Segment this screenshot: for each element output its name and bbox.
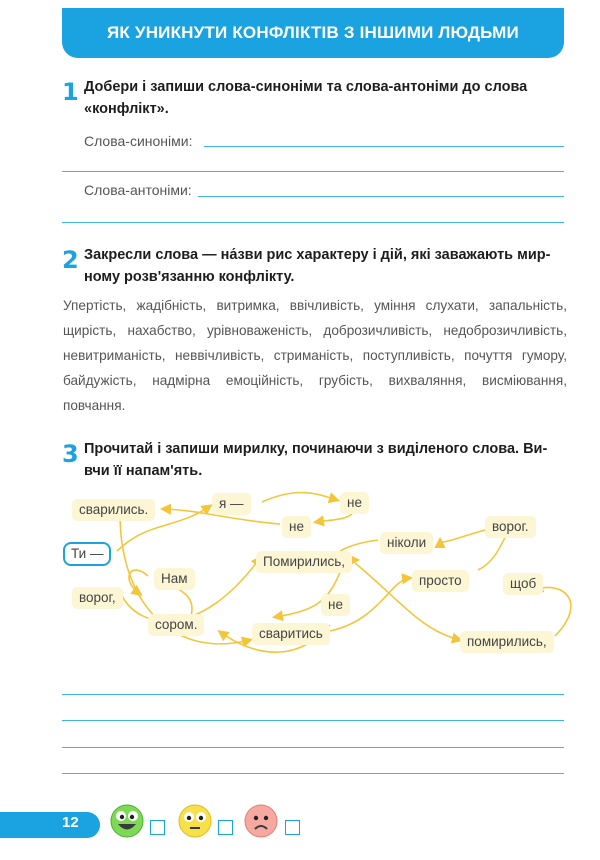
task-1-number: 1 [62,78,79,106]
task-3-text [84,438,566,482]
task-3-number: 3 [62,440,79,468]
task-2-text [84,244,566,288]
word-box-shchob: щоб [503,573,543,595]
word-box-ne-1: не [340,492,369,514]
word-box-pomyrylys-2: помирились, [460,631,554,653]
happy-face-icon [110,804,144,838]
character-traits-word-list[interactable]: Упертість, жадібність, витримка, ввічливість, уміння слухати, запальність, щирість, нахабство, урівноваженість, доброзичливість, недоброзичливість, невитриманість, неввічливість, стриманість, поступливість, почуття гумору, байдужість, надмірна емоційність, грубість, вихваляння, висміювання, повчання. [63,298,567,413]
word-box-ne-3: не [321,594,350,616]
antonyms-label: Слова-антоніми: [84,182,192,198]
word-box-nikoly: ніколи [380,532,433,554]
synonyms-answer-line-2[interactable] [62,171,564,172]
synonyms-answer-line-1[interactable] [204,146,564,147]
task-2-line-1: Закресли слова — на́зви рис характеру і дій, які заважають мир- [84,247,551,263]
sad-face-checkbox[interactable] [285,820,300,835]
word-box-ne-2: не [282,516,311,538]
sad-face-icon [244,804,278,838]
task-3-line-1: Прочитай і запиши мирилку, починаючи з виділеного слова. Ви- [84,441,548,457]
synonyms-label: Слова-синоніми: [84,133,193,149]
task-1-text [84,76,566,120]
page-number-tab [0,812,100,838]
rhyme-answer-line-2[interactable] [62,720,564,721]
antonyms-answer-line-1[interactable] [198,196,564,197]
task-1-line-2: «конфлікт». [84,101,169,117]
page-number: 12 [62,814,79,831]
task-1-line-1: Добери і запиши слова-синоніми та слова-антоніми до слова [84,79,528,95]
task-2-number: 2 [62,246,79,274]
rhyme-answer-line-3[interactable] [62,747,564,748]
happy-face-checkbox[interactable] [150,820,165,835]
word-box-svarytys: сваритись [252,623,330,645]
word-box-ya: я — [212,493,251,515]
word-box-svarylys: сварились. [72,499,155,521]
word-box-prosto: просто [412,570,469,592]
rhyme-answer-line-1[interactable] [62,694,564,695]
word-box-vorog-1: ворог. [485,516,536,538]
task-3-line-2: вчи її напам'ять. [84,463,203,479]
section-title: ЯК УНИКНУТИ КОНФЛІКТІВ З ІНШИМИ ЛЮДЬМИ [107,23,519,42]
task-2-line-2: ному розв'язанню конфлікту. [84,269,295,285]
section-header [62,8,564,58]
neutral-face-icon [178,804,212,838]
word-box-ty-start: Ти — [63,542,111,566]
word-box-vorog-2: ворог, [72,587,123,609]
rhyme-answer-line-4[interactable] [62,773,564,774]
word-box-pomyrylys-1: Помирились, [256,551,352,573]
neutral-face-checkbox[interactable] [218,820,233,835]
word-box-nam: Нам [154,568,195,590]
word-box-sorom: сором. [148,614,204,636]
antonyms-answer-line-2[interactable] [62,222,564,223]
